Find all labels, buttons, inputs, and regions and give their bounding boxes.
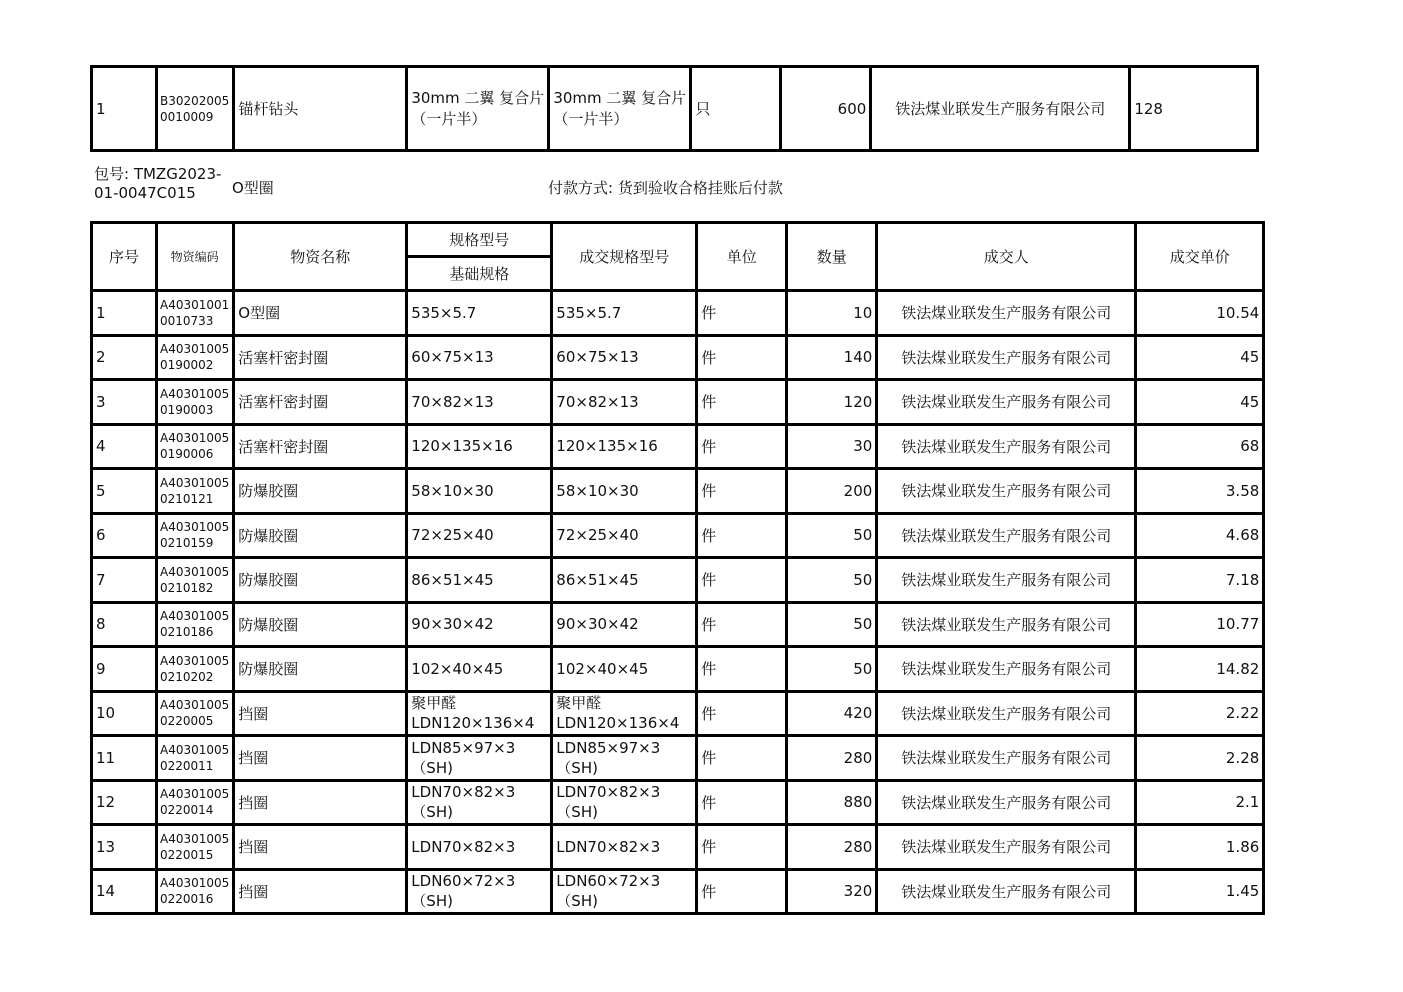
supplier-cell: 铁法煤业联发生产服务有限公司 — [877, 825, 1136, 870]
spec-cell: 30mm 二翼 复合片（一片半） — [407, 67, 549, 151]
qty-cell: 600 — [781, 67, 871, 151]
table-row — [92, 380, 1264, 425]
qty-cell: 140 — [787, 335, 877, 380]
deal-spec-cell: 535×5.7 — [552, 291, 697, 336]
header-supplier: 成交人 — [877, 223, 1136, 291]
material-code-cell: A40301005 0220011 — [157, 736, 234, 781]
material-name-cell: 防爆胶圈 — [234, 513, 407, 558]
table-row — [92, 736, 1264, 781]
spec-cell: LDN85×97×3（SH) — [407, 736, 552, 781]
deal-spec-cell: 58×10×30 — [552, 469, 697, 514]
seq-cell: 1 — [92, 291, 157, 336]
price-cell: 45 — [1136, 335, 1264, 380]
spec-cell: 90×30×42 — [407, 602, 552, 647]
table-row — [92, 869, 1264, 914]
price-cell: 1.45 — [1136, 869, 1264, 914]
package-number: 包号: TMZG2023-01-0047C015 — [94, 165, 222, 202]
price-cell: 10.77 — [1136, 602, 1264, 647]
material-name-cell: 挡圈 — [234, 869, 407, 914]
table-row — [92, 424, 1264, 469]
supplier-cell: 铁法煤业联发生产服务有限公司 — [877, 469, 1136, 514]
qty-cell: 280 — [787, 736, 877, 781]
price-cell: 3.58 — [1136, 469, 1264, 514]
qty-cell: 880 — [787, 780, 877, 825]
qty-cell: 10 — [787, 291, 877, 336]
material-code-cell: B30202005 0010009 — [157, 67, 234, 151]
unit-cell: 件 — [697, 513, 787, 558]
header-base-spec: 基础规格 — [407, 257, 552, 291]
header-unit: 单位 — [697, 223, 787, 291]
supplier-cell: 铁法煤业联发生产服务有限公司 — [871, 67, 1130, 151]
table-row — [92, 291, 1264, 336]
spec-cell: 120×135×16 — [407, 424, 552, 469]
supplier-cell: 铁法煤业联发生产服务有限公司 — [877, 291, 1136, 336]
material-code-cell: A40301005 0220014 — [157, 780, 234, 825]
supplier-cell: 铁法煤业联发生产服务有限公司 — [877, 647, 1136, 692]
header-spec: 规格型号 — [407, 223, 552, 257]
payment-terms: 付款方式: 货到验收合格挂账后付款 — [548, 179, 783, 197]
deal-spec-cell: LDN60×72×3（SH) — [552, 869, 697, 914]
table-row — [92, 780, 1264, 825]
qty-cell: 50 — [787, 513, 877, 558]
qty-cell: 30 — [787, 424, 877, 469]
table-row — [92, 558, 1264, 603]
supplier-cell: 铁法煤业联发生产服务有限公司 — [877, 513, 1136, 558]
unit-cell: 件 — [697, 380, 787, 425]
deal-spec-cell: 60×75×13 — [552, 335, 697, 380]
supplier-cell: 铁法煤业联发生产服务有限公司 — [877, 380, 1136, 425]
table-row — [92, 67, 1258, 151]
seq-cell: 4 — [92, 424, 157, 469]
price-cell: 2.28 — [1136, 736, 1264, 781]
seq-cell: 9 — [92, 647, 157, 692]
deal-spec-cell: LDN70×82×3 — [552, 825, 697, 870]
supplier-cell: 铁法煤业联发生产服务有限公司 — [877, 780, 1136, 825]
material-code-cell: A40301005 0210159 — [157, 513, 234, 558]
spec-cell: 535×5.7 — [407, 291, 552, 336]
material-code-cell: A40301005 0190006 — [157, 424, 234, 469]
unit-cell: 件 — [697, 647, 787, 692]
material-name-cell: 防爆胶圈 — [234, 469, 407, 514]
table-row — [92, 469, 1264, 514]
table-header-row — [92, 223, 1264, 257]
unit-cell: 件 — [697, 291, 787, 336]
material-code-cell: A40301005 0220005 — [157, 691, 234, 736]
material-code-cell: A40301005 0190003 — [157, 380, 234, 425]
header-qty: 数量 — [787, 223, 877, 291]
seq-cell: 7 — [92, 558, 157, 603]
price-cell: 4.68 — [1136, 513, 1264, 558]
unit-cell: 件 — [697, 780, 787, 825]
qty-cell: 200 — [787, 469, 877, 514]
spec-cell: 聚甲醛LDN120×136×4 — [407, 691, 552, 736]
qty-cell: 420 — [787, 691, 877, 736]
header-seq: 序号 — [92, 223, 157, 291]
spec-cell: LDN70×82×3 — [407, 825, 552, 870]
material-name-cell: 活塞杆密封圈 — [234, 424, 407, 469]
material-name-cell: 活塞杆密封圈 — [234, 380, 407, 425]
seq-cell: 1 — [92, 67, 157, 151]
unit-cell: 只 — [691, 67, 781, 151]
material-code-cell: A40301005 0210121 — [157, 469, 234, 514]
material-code-cell: A40301005 0190002 — [157, 335, 234, 380]
spec-cell: 70×82×13 — [407, 380, 552, 425]
deal-spec-cell: LDN70×82×3（SH) — [552, 780, 697, 825]
material-name-cell: 防爆胶圈 — [234, 647, 407, 692]
deal-spec-cell: 102×40×45 — [552, 647, 697, 692]
spec-cell: 72×25×40 — [407, 513, 552, 558]
unit-cell: 件 — [697, 602, 787, 647]
material-code-cell: A40301005 0210182 — [157, 558, 234, 603]
seq-cell: 8 — [92, 602, 157, 647]
material-name-cell: 挡圈 — [234, 780, 407, 825]
seq-cell: 5 — [92, 469, 157, 514]
supplier-cell: 铁法煤业联发生产服务有限公司 — [877, 736, 1136, 781]
spec-cell: LDN60×72×3（SH) — [407, 869, 552, 914]
header-deal-spec: 成交规格型号 — [552, 223, 697, 291]
deal-spec-cell: 聚甲醛LDN120×136×4 — [552, 691, 697, 736]
unit-cell: 件 — [697, 691, 787, 736]
unit-cell: 件 — [697, 736, 787, 781]
unit-cell: 件 — [697, 424, 787, 469]
unit-cell: 件 — [697, 335, 787, 380]
deal-spec-cell: 70×82×13 — [552, 380, 697, 425]
table-row — [92, 647, 1264, 692]
supplier-cell: 铁法煤业联发生产服务有限公司 — [877, 869, 1136, 914]
deal-spec-cell: 86×51×45 — [552, 558, 697, 603]
price-cell: 68 — [1136, 424, 1264, 469]
qty-cell: 320 — [787, 869, 877, 914]
material-code-cell: A40301005 0220016 — [157, 869, 234, 914]
price-cell: 7.18 — [1136, 558, 1264, 603]
supplier-cell: 铁法煤业联发生产服务有限公司 — [877, 335, 1136, 380]
material-name-cell: 挡圈 — [234, 825, 407, 870]
material-name-cell: 锚杆钻头 — [234, 67, 407, 151]
qty-cell: 120 — [787, 380, 877, 425]
material-code-cell: A40301005 0210202 — [157, 647, 234, 692]
deal-spec-cell: 72×25×40 — [552, 513, 697, 558]
material-code-cell: A40301005 0220015 — [157, 825, 234, 870]
qty-cell: 50 — [787, 602, 877, 647]
seq-cell: 13 — [92, 825, 157, 870]
table-row — [92, 602, 1264, 647]
spec-cell: LDN70×82×3（SH) — [407, 780, 552, 825]
deal-spec-cell: LDN85×97×3（SH) — [552, 736, 697, 781]
spec-cell: 60×75×13 — [407, 335, 552, 380]
price-cell: 45 — [1136, 380, 1264, 425]
qty-cell: 50 — [787, 647, 877, 692]
unit-cell: 件 — [697, 869, 787, 914]
material-name-cell: 活塞杆密封圈 — [234, 335, 407, 380]
material-name-cell: O型圈 — [234, 291, 407, 336]
material-code-cell: A40301001 0010733 — [157, 291, 234, 336]
price-cell: 1.86 — [1136, 825, 1264, 870]
table-row — [92, 825, 1264, 870]
supplier-cell: 铁法煤业联发生产服务有限公司 — [877, 691, 1136, 736]
price-cell: 128 — [1130, 67, 1258, 151]
seq-cell: 14 — [92, 869, 157, 914]
price-cell: 2.22 — [1136, 691, 1264, 736]
unit-cell: 件 — [697, 469, 787, 514]
header-code: 物资编码 — [157, 223, 234, 291]
table-row — [92, 691, 1264, 736]
seq-cell: 3 — [92, 380, 157, 425]
spec-cell: 58×10×30 — [407, 469, 552, 514]
header-price: 成交单价 — [1136, 223, 1264, 291]
material-name-cell: 挡圈 — [234, 691, 407, 736]
price-cell: 14.82 — [1136, 647, 1264, 692]
deal-spec-cell: 120×135×16 — [552, 424, 697, 469]
seq-cell: 2 — [92, 335, 157, 380]
package-name: O型圈 — [232, 179, 274, 197]
deal-spec-cell: 30mm 二翼 复合片（一片半） — [549, 67, 691, 151]
previous-item-table — [90, 65, 1259, 152]
deal-spec-cell: 90×30×42 — [552, 602, 697, 647]
unit-cell: 件 — [697, 825, 787, 870]
price-cell: 2.1 — [1136, 780, 1264, 825]
seq-cell: 11 — [92, 736, 157, 781]
table-row — [92, 335, 1264, 380]
seq-cell: 12 — [92, 780, 157, 825]
price-cell: 10.54 — [1136, 291, 1264, 336]
spec-cell: 86×51×45 — [407, 558, 552, 603]
seq-cell: 6 — [92, 513, 157, 558]
supplier-cell: 铁法煤业联发生产服务有限公司 — [877, 558, 1136, 603]
seq-cell: 10 — [92, 691, 157, 736]
material-code-cell: A40301005 0210186 — [157, 602, 234, 647]
material-name-cell: 挡圈 — [234, 736, 407, 781]
header-name: 物资名称 — [234, 223, 407, 291]
table-row — [92, 513, 1264, 558]
award-table — [90, 221, 1265, 915]
spec-cell: 102×40×45 — [407, 647, 552, 692]
qty-cell: 50 — [787, 558, 877, 603]
qty-cell: 280 — [787, 825, 877, 870]
material-name-cell: 防爆胶圈 — [234, 558, 407, 603]
material-name-cell: 防爆胶圈 — [234, 602, 407, 647]
unit-cell: 件 — [697, 558, 787, 603]
supplier-cell: 铁法煤业联发生产服务有限公司 — [877, 602, 1136, 647]
supplier-cell: 铁法煤业联发生产服务有限公司 — [877, 424, 1136, 469]
